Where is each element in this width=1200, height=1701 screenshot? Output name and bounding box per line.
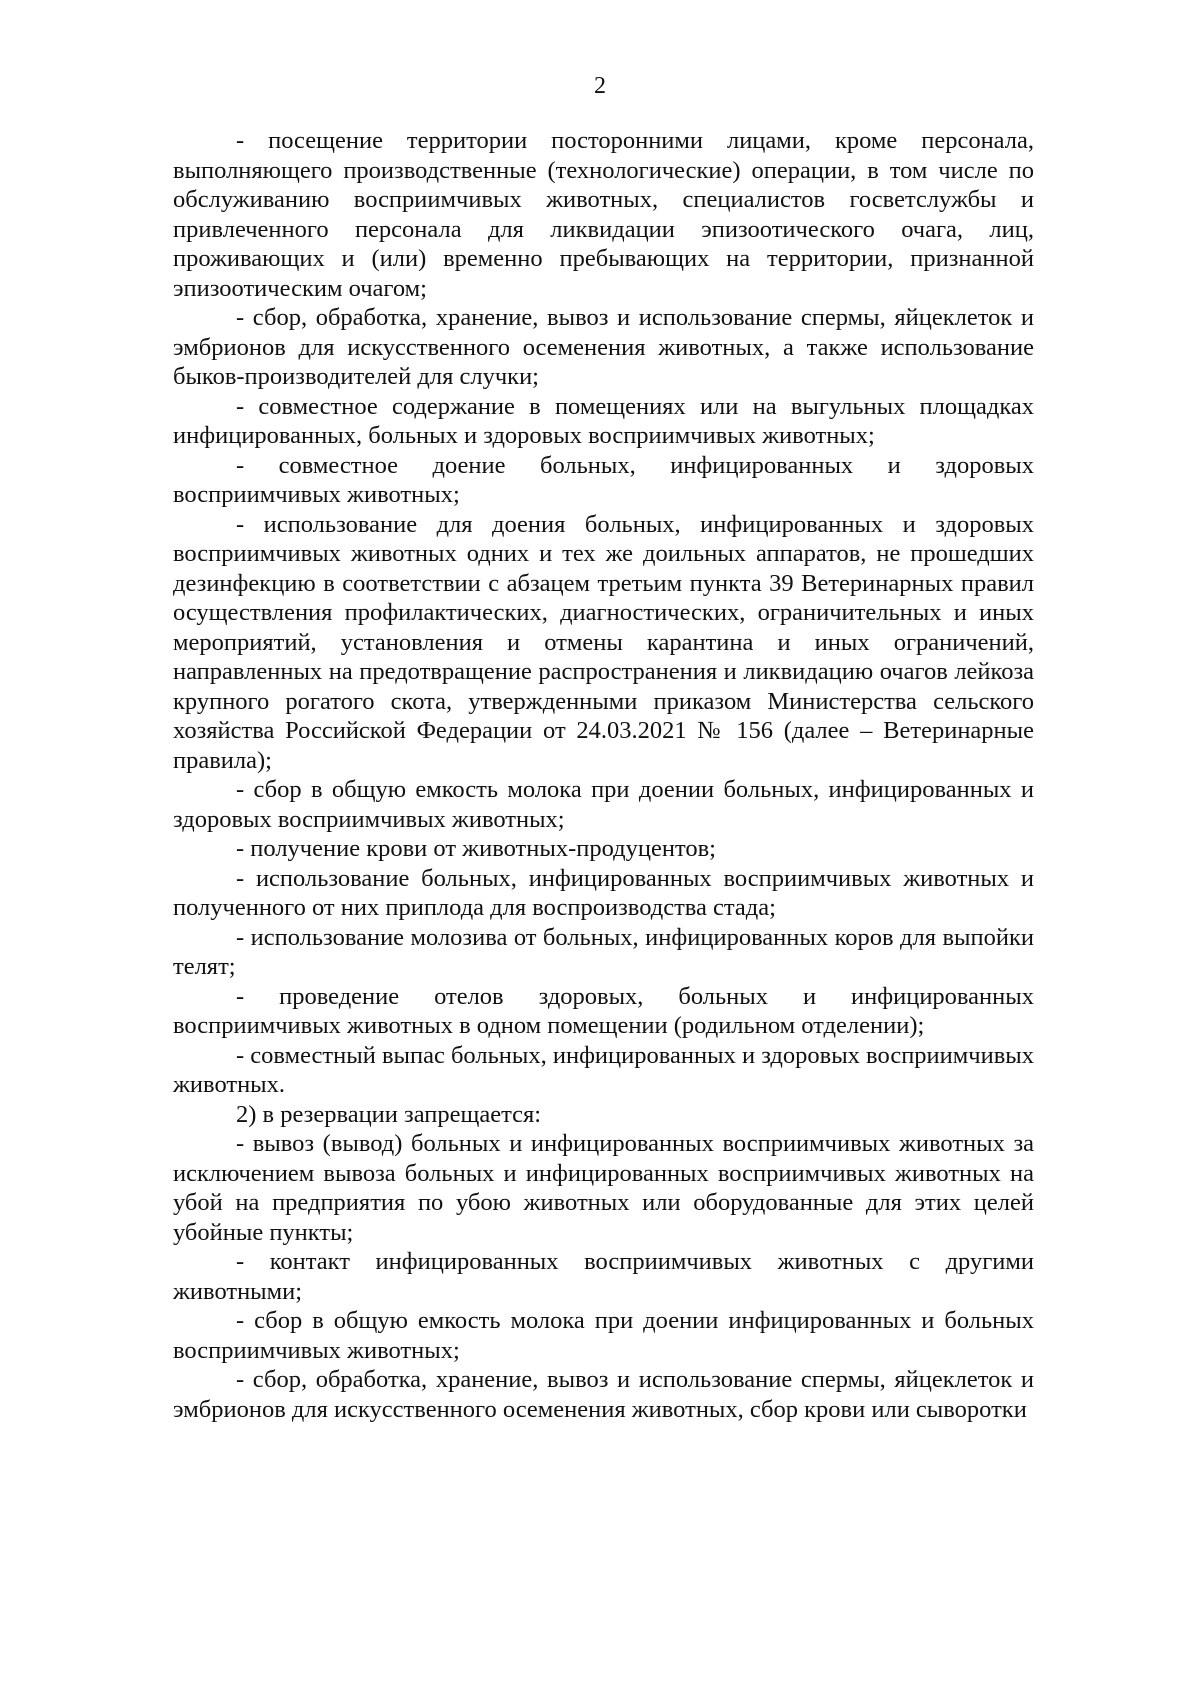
paragraph: - использование больных, инфицированных восприимчивых животных и полученного от них приплода для воспроизводства стада; [173, 864, 1034, 921]
paragraph: - вывоз (вывод) больных и инфицированных восприимчивых животных за исключением вывоза больных и инфицированных восприимчивых животных на убой на предприятия по убою животных или оборудованные для этих целей убойные пункты; [173, 1130, 1034, 1246]
paragraph: - сбор, обработка, хранение, вывоз и использование спермы, яйцеклеток и эмбрионов для искусственного осеменения животных, сбор крови или сыворотки [173, 1366, 1034, 1423]
paragraph: - посещение территории посторонними лицами, кроме персонала, выполняющего производственные (технологические) операции, в том числе по обслуживанию восприимчивых животных, специалистов госветслужбы и привлеченного персонала для ликвидации эпизоотического очага, лиц, проживающих и (или) временно пребывающих на территории, признанной эпизоотическим очагом; [173, 127, 1034, 302]
paragraph: - использование молозива от больных, инфицированных коров для выпойки телят; [173, 923, 1034, 980]
paragraph: - сбор, обработка, хранение, вывоз и использование спермы, яйцеклеток и эмбрионов для искусственного осеменения животных, а также использование быков-производителей для случки; [173, 304, 1034, 390]
paragraph: - сбор в общую емкость молока при доении инфицированных и больных восприимчивых животных; [173, 1307, 1034, 1364]
paragraph: - получение крови от животных-продуцентов; [236, 835, 716, 862]
paragraph: - сбор в общую емкость молока при доении больных, инфицированных и здоровых восприимчивых животных; [173, 776, 1034, 833]
paragraph: - совместное содержание в помещениях или на выгульных площадках инфицированных, больных и здоровых восприимчивых животных; [173, 392, 1034, 449]
paragraph: - использование для доения больных, инфицированных и здоровых восприимчивых животных одних и тех же доильных аппаратов, не прошедших дезинфекцию в соответствии с абзацем третьим пункта 39 Ветеринарных правил осуществления профилактических, диагностических, ограничительных и иных мероприятий, установления и отмены карантина и иных ограничений, направленных на предотвращение распространения и ликвидацию очагов лейкоза крупного рогатого скота, утвержденными приказом Министерства сельского хозяйства Российской Федерации от 24.03.2021 № 156 (далее – Ветеринарные правила); [173, 510, 1034, 774]
page-number: 2 [594, 73, 606, 99]
paragraph: - контакт инфицированных восприимчивых животных с другими животными; [173, 1248, 1034, 1305]
paragraph: - совместный выпас больных, инфицированных и здоровых восприимчивых животных. [173, 1041, 1034, 1098]
paragraph: - проведение отелов здоровых, больных и инфицированных восприимчивых животных в одном помещении (родильном отделении); [173, 982, 1034, 1039]
document-body [173, 126, 1034, 1424]
paragraph: - совместное доение больных, инфицированных и здоровых восприимчивых животных; [173, 451, 1034, 508]
paragraph: 2) в резервации запрещается: [236, 1100, 542, 1128]
